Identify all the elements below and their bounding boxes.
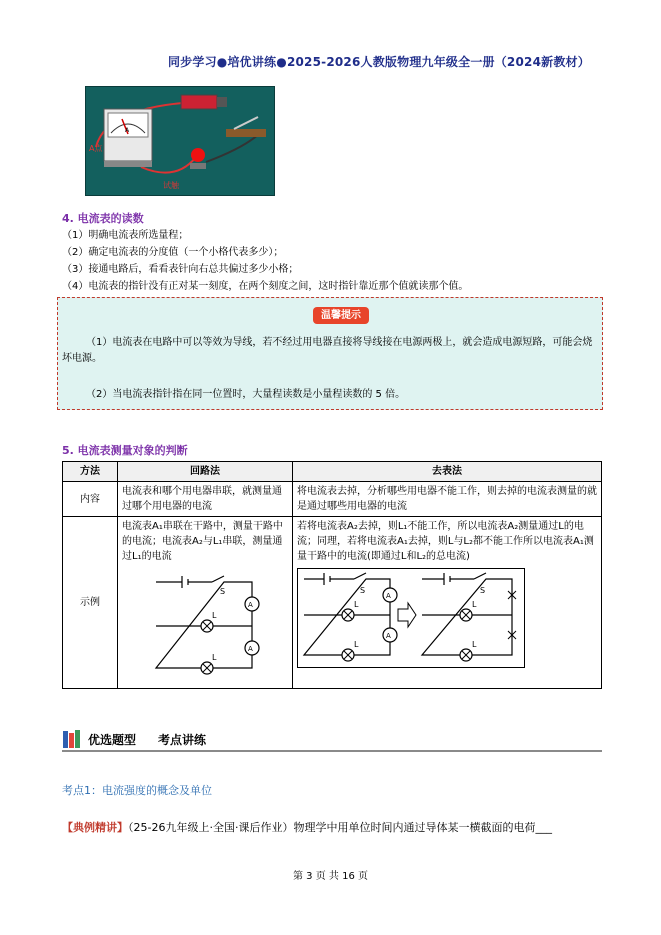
cell-example-loop: [118, 517, 293, 689]
circuit3-label-l2: L: [472, 600, 477, 609]
circuit-label-s: S: [220, 587, 226, 596]
circuit-label-l2: L: [212, 611, 217, 620]
cell-example-remove: [293, 517, 602, 689]
circuit2-label-a1: A: [386, 592, 391, 600]
section4-line-3: （3）接通电路后，看看表针向右总共偏过多少小格；: [62, 264, 299, 275]
section4-line-1: （1）明确电流表所选量程；: [62, 230, 189, 241]
cell-content-loop: 电流表和哪个用电器串联，就测量通过哪个用电器的电流: [118, 482, 293, 517]
tip-paragraph-1: （1）电流表在电路中可以等效为导线，若不经过用电器直接将导线接在电源两极上，就会造成电源短路，可能会烧坏电源。: [62, 337, 593, 364]
circuit2-label-l1: L: [354, 640, 359, 649]
section4-line-4: （4）电流表的指针没有正对某一刻度，在两个刻度之间，这时指针靠近那个值就读那个值。: [62, 281, 469, 292]
label-a-point: A点: [89, 144, 103, 153]
example-tag: 【典例精讲】: [62, 821, 128, 834]
section5-title: 5. 电流表测量对象的判断: [62, 444, 188, 457]
section4-title: 4. 电流表的读数: [62, 212, 144, 225]
example-text: （25-26九年级上·全国·课后作业）物理学中用单位时间内通过导体某一横截面的电荷___: [128, 821, 552, 834]
page-header: 同步学习●培优讲练●2025-2026人教版物理九年级全一册（2024新教材）: [168, 55, 590, 69]
ammeter-circuit-photo: [85, 86, 275, 196]
row-label-content: 内容: [63, 482, 118, 517]
example-line: [62, 819, 552, 835]
circuit-label-a2: A: [248, 645, 253, 653]
circuit2-label-s: S: [360, 586, 366, 595]
circuit-label-a1: A: [248, 601, 253, 609]
circuit3-label-s: S: [480, 586, 486, 595]
table-header-loop: 回路法: [118, 462, 293, 482]
circuit2-label-l2: L: [354, 600, 359, 609]
page-footer: 第 3 页 共 16 页: [293, 871, 368, 882]
table-row: [63, 517, 602, 689]
table-row: [63, 482, 602, 517]
ammeter-circuit-illustration: [86, 87, 274, 195]
example-remove-text: 若将电流表A₂去掉，则L₁不能工作，所以电流表A₂测量通过L的电流；同理，若将电流表A₁去掉，则L与L₂都不能工作所以电流表A₁测量干路中的电流(即通过L和L₂的总电流): [297, 521, 594, 562]
tip-paragraph-2: （2）当电流表指针指在同一位置时，大量程读数是小量程读数的 5 倍。: [86, 389, 406, 400]
circuit-diagram-loop: [152, 572, 264, 678]
table-header-remove: 去表法: [293, 462, 602, 482]
books-icon: [62, 729, 84, 749]
row-label-example: 示例: [63, 517, 118, 689]
circuit-diagram-remove: [297, 568, 525, 668]
circuit2-label-a2: A: [386, 632, 391, 640]
circuit3-label-l1: L: [472, 640, 477, 649]
table-header-method: 方法: [63, 462, 118, 482]
section4-line-2: （2）确定电流表的分度值（一个小格代表多少）；: [62, 247, 284, 258]
circuit-label-l1: L: [212, 653, 217, 662]
meter-letter: A: [124, 127, 130, 134]
method-table: [62, 461, 602, 689]
tip-badge: 温馨提示: [313, 307, 369, 324]
example-loop-text: 电流表A₁串联在干路中，测量干路中的电流；电流表A₂与L₁串联，测量通过L₁的电流: [122, 521, 283, 562]
banner-divider: [62, 750, 602, 752]
label-test-touch: 试触: [163, 181, 179, 190]
banner-right-text: 考点讲练: [158, 733, 207, 747]
kaodian-title: 考点1：电流强度的概念及单位: [62, 784, 212, 797]
section-banner: [62, 729, 602, 751]
cell-content-remove: 将电流表去掉，分析哪些用电器不能工作，则去掉的电流表测量的就是通过哪些用电器的电流: [293, 482, 602, 517]
banner-left-text: 优选题型: [88, 733, 137, 747]
